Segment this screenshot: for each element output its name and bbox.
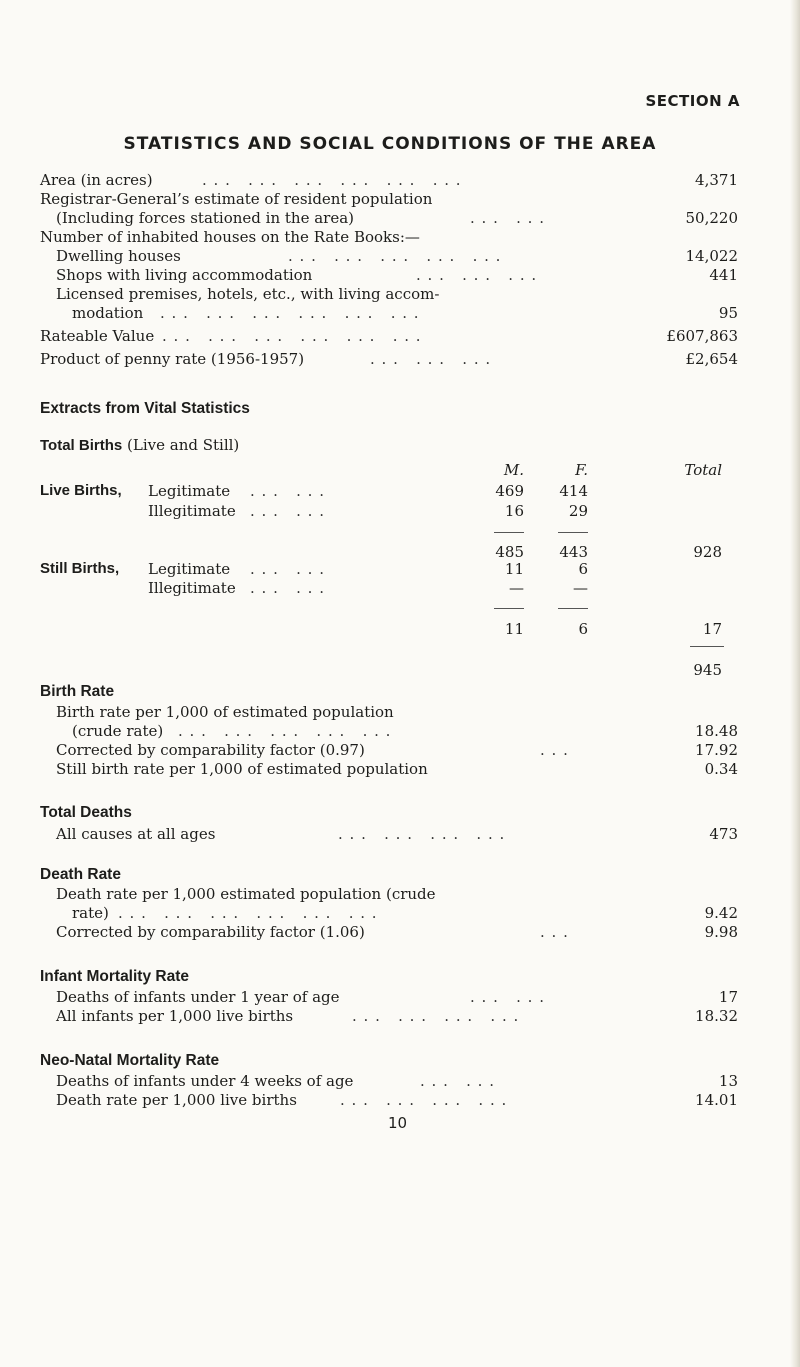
birth-crude-value: 18.48 (695, 722, 738, 740)
rateable-label: Rateable Value (40, 327, 155, 345)
neonatal-rate-value: 14.01 (695, 1091, 738, 1109)
birth-corrected-label: Corrected by comparability factor (0.97) (56, 741, 365, 759)
neonatal-deaths-value: 13 (718, 1072, 738, 1090)
still-illegit-f: — (573, 579, 588, 597)
dwelling-value: 14,022 (685, 247, 738, 265)
leader-dots: . . . . . . . . . . . . . . . . . . (202, 171, 462, 189)
live-illegit-label: Illegitimate (148, 502, 236, 520)
still-birth-rate-value: 0.34 (704, 760, 738, 778)
infant-deaths-label: Deaths of infants under 1 year of age (56, 988, 340, 1006)
sum-rule (494, 532, 524, 533)
still-sum-f: 6 (578, 620, 588, 638)
live-births-label: Live Births, (40, 482, 122, 499)
total-deaths-heading: Total Deaths (40, 804, 132, 821)
section-label: SECTION A (645, 92, 740, 110)
leader-dots: . . . . . . . . . . . . (338, 825, 506, 843)
leader-dots: . . . . . . . . . . . . (340, 1091, 508, 1109)
leader-dots: . . . . . . (250, 482, 325, 500)
leader-dots: . . . . . . (470, 988, 545, 1006)
licensed-value: 95 (718, 304, 738, 322)
live-illegit-m: 16 (504, 502, 524, 520)
dwelling-label: Dwelling houses (56, 247, 181, 265)
still-illegit-label: Illegitimate (148, 579, 236, 597)
houses-heading: Number of inhabited houses on the Rate Books:— (40, 228, 420, 246)
page-title: STATISTICS AND SOCIAL CONDITIONS OF THE AREA (123, 134, 657, 154)
live-illegit-f: 29 (568, 502, 588, 520)
licensed-label-line2: modation (72, 304, 144, 322)
live-legit-f: 414 (559, 482, 588, 500)
neonatal-heading: Neo-Natal Mortality Rate (40, 1052, 220, 1069)
sum-rule (558, 608, 588, 609)
area-label: Area (in acres) (40, 171, 153, 189)
death-corrected-label: Corrected by comparability factor (1.06) (56, 923, 365, 941)
leader-dots: . . . . . . (250, 502, 325, 520)
leader-dots: . . . . . . (250, 560, 325, 578)
still-legit-label: Legitimate (148, 560, 231, 578)
live-sum-m: 485 (495, 543, 524, 561)
leader-dots: . . . . . . . . . (416, 266, 538, 284)
death-crude-value: 9.42 (704, 904, 738, 922)
leader-dots: . . . . . . . . . . . . . . . . . . (118, 904, 378, 922)
live-total: 928 (693, 543, 722, 561)
leader-dots: . . . . . . . . . . . . . . . (288, 247, 502, 265)
leader-dots: . . . . . . (470, 209, 545, 227)
penny-label: Product of penny rate (1956-1957) (40, 350, 305, 368)
birth-rate-heading: Birth Rate (40, 683, 115, 700)
live-legit-label: Legitimate (148, 482, 231, 500)
page-number: 10 (388, 1114, 408, 1132)
page-edge-shadow (790, 0, 800, 1367)
still-births-label: Still Births, (40, 560, 120, 577)
sum-rule (494, 608, 524, 609)
leader-dots: . . . (540, 741, 569, 759)
neonatal-rate-label: Death rate per 1,000 live births (56, 1091, 297, 1109)
grand-total: 945 (693, 661, 722, 679)
deaths-all-value: 473 (709, 825, 738, 843)
still-illegit-m: — (509, 579, 524, 597)
still-legit-m: 11 (504, 560, 524, 578)
still-birth-rate-label: Still birth rate per 1,000 of estimated population (56, 760, 428, 778)
death-crude-line1: Death rate per 1,000 estimated population (crude (56, 885, 436, 903)
col-total-header: Total (684, 461, 722, 479)
death-crude-line2: rate) (72, 904, 109, 922)
birth-crude-line2: (crude rate) (72, 722, 164, 740)
leader-dots: . . . . . . . . . . . . (352, 1007, 520, 1025)
registrar-label-line2: (Including forces stationed in the area) (56, 209, 355, 227)
infant-rate-label: All infants per 1,000 live births (56, 1007, 294, 1025)
death-corrected-value: 9.98 (704, 923, 738, 941)
still-sum-m: 11 (504, 620, 524, 638)
area-value: 4,371 (695, 171, 738, 189)
licensed-label-line1: Licensed premises, hotels, etc., with living accom- (56, 285, 440, 303)
deaths-all-label: All causes at all ages (56, 825, 216, 843)
leader-dots: . . . . . . . . . . . . . . . . . . (162, 327, 422, 345)
sum-rule (558, 532, 588, 533)
leader-dots: . . . . . . . . . . . . . . . (178, 722, 392, 740)
registrar-value: 50,220 (685, 209, 738, 227)
infant-rate-value: 18.32 (695, 1007, 738, 1025)
shops-value: 441 (709, 266, 738, 284)
total-rule (690, 646, 724, 647)
registrar-label-line1: Registrar-General’s estimate of resident population (40, 190, 433, 208)
leader-dots: . . . . . . . . . . . . . . . . . . (160, 304, 420, 322)
leader-dots: . . . . . . . . . (370, 350, 492, 368)
live-sum-f: 443 (559, 543, 588, 561)
col-f-header: F. (575, 461, 588, 479)
birth-corrected-value: 17.92 (695, 741, 738, 759)
total-births-heading (40, 436, 239, 455)
neonatal-deaths-label: Deaths of infants under 4 weeks of age (56, 1072, 354, 1090)
infant-deaths-value: 17 (718, 988, 738, 1006)
leader-dots: . . . (540, 923, 569, 941)
rateable-value: £607,863 (666, 327, 738, 345)
leader-dots: . . . . . . (250, 579, 325, 597)
total-births-bold: Total Births (40, 437, 123, 454)
vital-heading: Extracts from Vital Statistics (40, 400, 250, 417)
still-total: 17 (702, 620, 722, 638)
infant-heading: Infant Mortality Rate (40, 968, 189, 985)
still-legit-f: 6 (578, 560, 588, 578)
birth-crude-line1: Birth rate per 1,000 of estimated population (56, 703, 394, 721)
live-legit-m: 469 (495, 482, 524, 500)
penny-value: £2,654 (685, 350, 738, 368)
death-rate-heading: Death Rate (40, 866, 121, 883)
col-m-header: M. (503, 461, 524, 479)
shops-label: Shops with living accommodation (56, 266, 313, 284)
leader-dots: . . . . . . (420, 1072, 495, 1090)
total-births-rest: (Live and Still) (127, 436, 240, 454)
